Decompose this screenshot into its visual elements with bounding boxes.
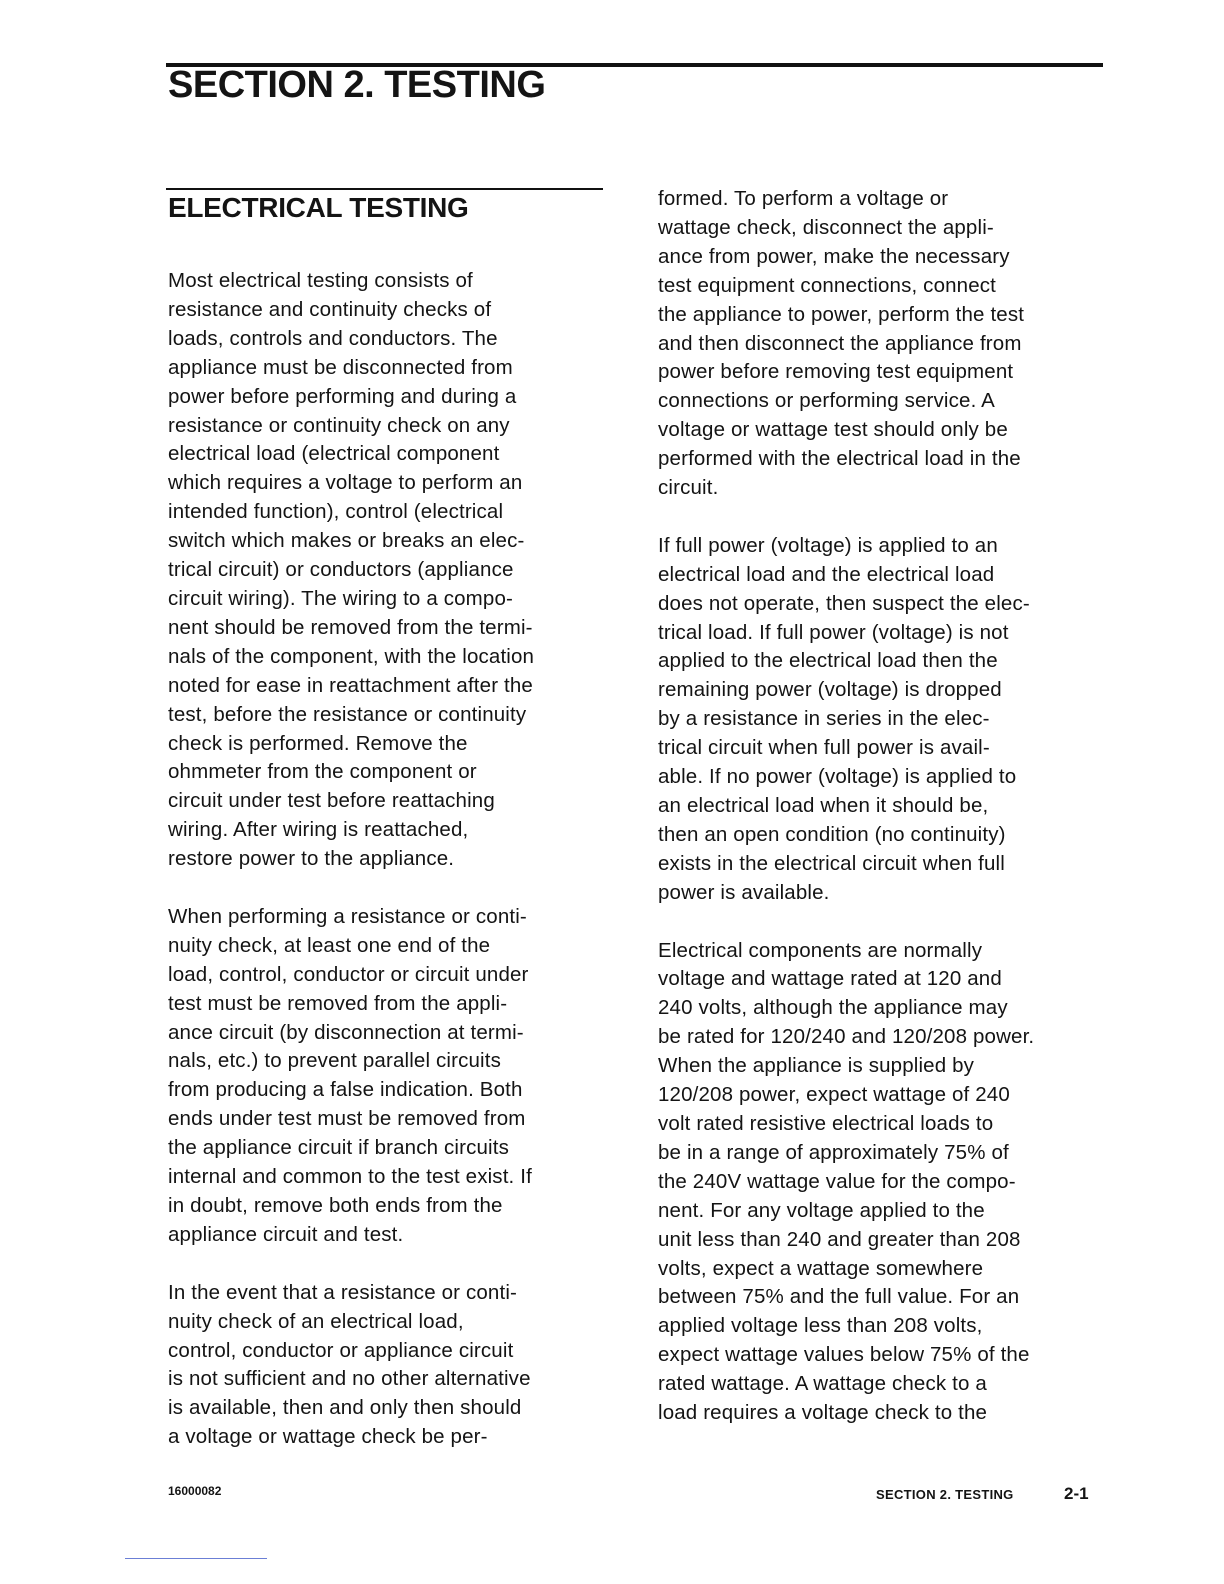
paragraph: If full power (voltage) is applied to an electrical load and the electrical load does not operate, then suspect the elec- trical load. If full power (voltage) is not applied to the electrical load then the remaining power (voltage) is dropped by a resistance in series in the elec- trical circuit when full power is avail- able. If no power (voltage) is applied to an electrical load when it should be, then an open condition (no continuity) exists in the electrical circuit when full power is available. xyxy=(658,533,1030,904)
right-column xyxy=(658,185,1108,1457)
left-column xyxy=(168,267,618,1481)
bottom-divider xyxy=(125,1558,267,1559)
footer-doc-code: 16000082 xyxy=(168,1484,222,1498)
subsection-title: ELECTRICAL TESTING xyxy=(168,192,469,223)
paragraph: formed. To perform a voltage or wattage check, disconnect the appli- ance from power, make the necessary test equipment connections, connect the appliance to power, perform the test and then disconnect the appliance from power before removing test equipment connections or performing service. A voltage or wattage test should only be performed with the electrical load in the circuit. xyxy=(658,187,1025,500)
section-title: SECTION 2. TESTING xyxy=(168,64,546,106)
paragraph: Electrical components are normally voltage and wattage rated at 120 and 240 volts, although the appliance may be rated for 120/240 and 120/208 power. When the appliance is supplied by 120/208 power, expect wattage of 240 volt rated resistive electrical loads to be in a range of approximately 75% of the 240V wattage value for the compo- nent. For any voltage applied to the unit less than 240 and greater than 208 volts, expect a wattage somewhere between 75% and the full value. For an applied voltage less than 208 volts, expect wattage values below 75% of the rated wattage. A wattage check to a load requires a voltage check to the xyxy=(658,938,1035,1425)
footer-section-label: SECTION 2. TESTING xyxy=(876,1487,1014,1502)
paragraph: When performing a resistance or conti- nuity check, at least one end of the load, control, conductor or circuit under test must be removed from the appli- ance circuit (by disconnection at termi- nals, etc.) to prevent parallel circuits from producing a false indication. Both ends under test must be removed from the appliance circuit if branch circuits internal and common to the test exist. If in doubt, remove both ends from the appliance circuit and test. xyxy=(168,904,532,1246)
footer-page-number: 2-1 xyxy=(1064,1484,1089,1503)
paragraph: In the event that a resistance or conti- nuity check of an electrical load, control, conductor or appliance circuit is not sufficient and no other alternative is available, then and only then should a voltage or wattage check be per- xyxy=(168,1280,531,1449)
paragraph: Most electrical testing consists of resistance and continuity checks of loads, controls and conductors. The appliance must be disconnected from power before performing and during a resistance or continuity check on any electrical load (electrical component which requires a voltage to perform an intended function), control (electrical switch which makes or breaks an elec- trical circuit) or conductors (appliance circuit wiring). The wiring to a compo- nent should be removed from the termi- nals of the component, with the location noted for ease in reattachment after the test, before the resistance or continuity check is performed. Remove the ohmmeter from the component or circuit under test before reattaching wiring. After wiring is reattached, restore power to the appliance. xyxy=(168,269,535,871)
